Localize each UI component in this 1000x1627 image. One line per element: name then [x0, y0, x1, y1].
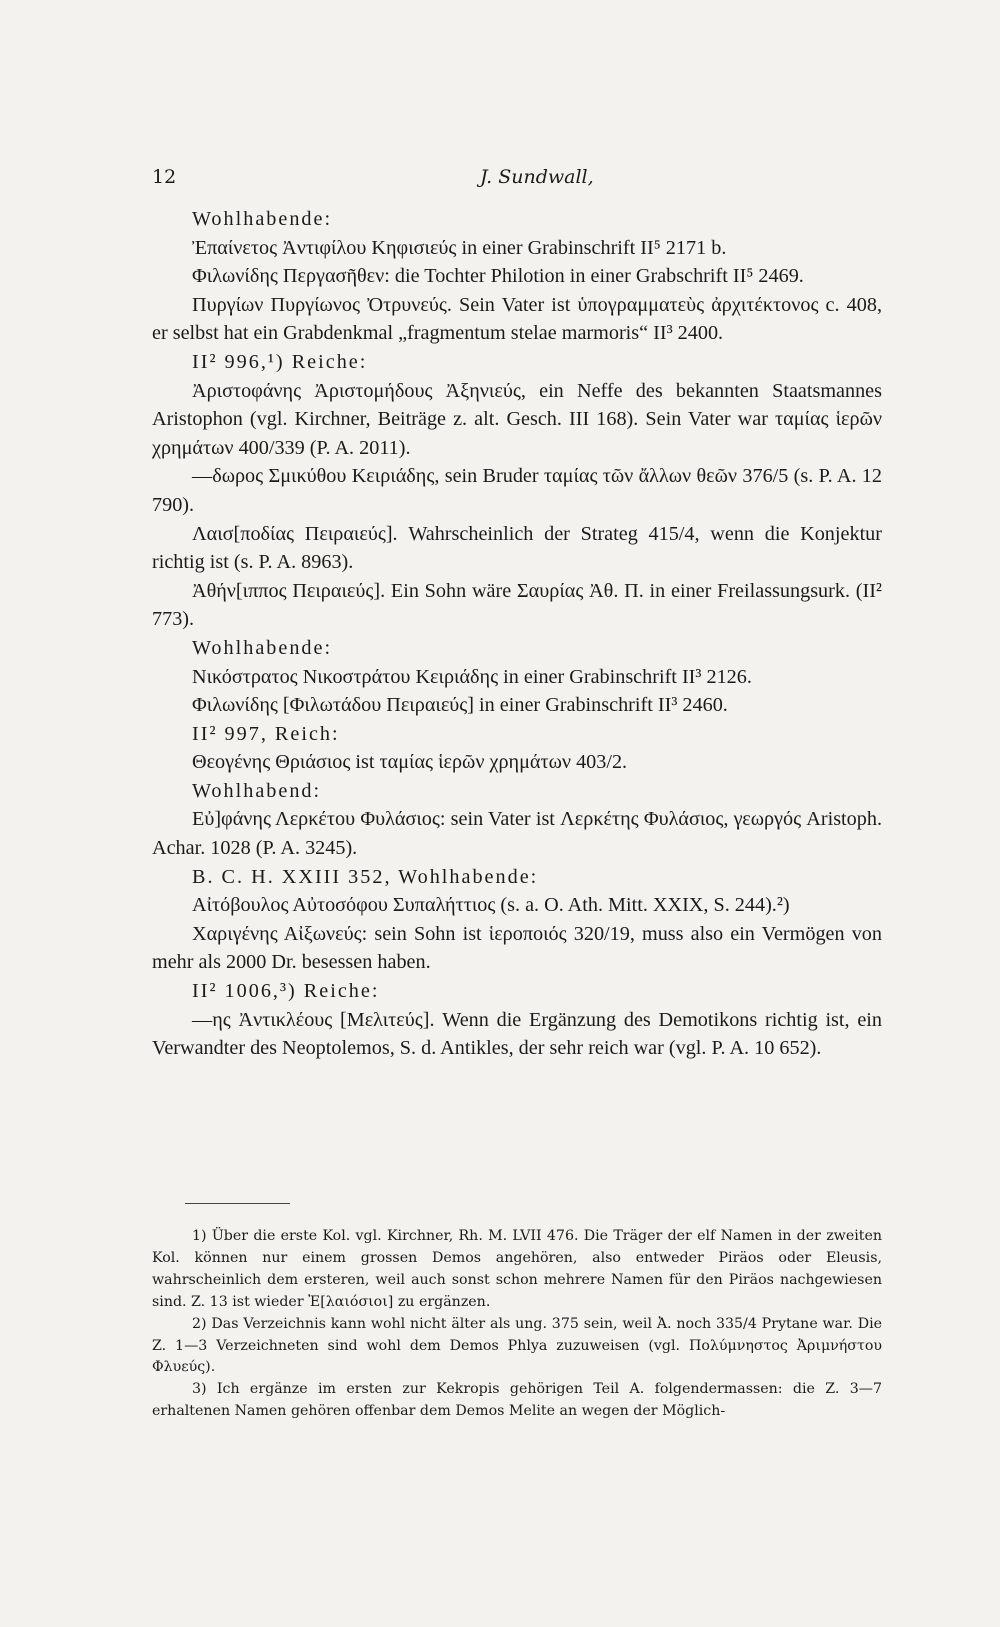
- text-paragraph: Ἀριστοφάνης Ἀριστομήδους Ἀξηνιεύς, ein Neffe des bekannten Staatsmannes Aristophon (vgl. Kirchner, Beiträge z. alt. Gesch. III 168). Sein Vater war ταμίας ἱερῶν χρημάτων 400/339 (P. A. 2011).: [152, 379, 882, 459]
- footnote: 2) Das Verzeichnis kann wohl nicht älter als ung. 375 sein, weil Ἀ. noch 335/4 Prytane war. Die Z. 1—3 Verzeichneten sind wohl dem Demos Phlya zuzuweisen (vgl. Πολύμνηστος Ἀριμνήστου Φλυεύς).: [152, 1315, 882, 1376]
- text-paragraph: Χαριγένης Αἰξωνεύς: sein Sohn ist ἱεροποιός 320/19, muss also ein Vermögen von mehr als 2000 Dr. besessen haben.: [152, 922, 882, 974]
- text-paragraph: Πυργίων Πυργίωνος Ὀτρυνεύς. Sein Vater ist ὑπογραμματεὺς ἀρχιτέκτονος c. 408, er selbst hat ein Grabdenkmal „fragmentum stelae marmoris“ II³ 2400.: [152, 293, 882, 345]
- text-paragraph: Νικόστρατος Νικοστράτου Κειριάδης in einer Grabinschrift II³ 2126.: [192, 665, 752, 688]
- text-paragraph: —δωρος Σμικύθου Κειριάδης, sein Bruder ταμίας τῶν ἄλλων θεῶν 376/5 (s. P. A. 12 790).: [152, 465, 882, 516]
- text-paragraph: —ης Ἀντικλέους [Μελιτεύς]. Wenn die Ergänzung des Demotikons richtig ist, ein Verwandter des Neoptolemos, S. d. Antikles, der sehr reich war (vgl. P. A. 10 652).: [152, 1008, 882, 1060]
- text-paragraph: Αἰτόβουλος Αὐτοσόφου Συπαλήττιος (s. a. O. Ath. Mitt. XXIX, S. 244).²): [192, 894, 790, 917]
- running-header: [152, 166, 892, 196]
- main-text: [152, 205, 882, 1063]
- section-heading: B. C. H. XXIII 352, Wohlhabende:: [192, 865, 539, 888]
- section-heading: Wohlhabende:: [192, 208, 333, 230]
- section-heading: II² 996,¹) Reiche:: [192, 350, 368, 373]
- text-paragraph: Ἐπαίνετος Ἀντιφίλου Κηφισιεύς in einer Grabinschrift II⁵ 2171 b.: [192, 236, 727, 259]
- section-heading: II² 997, Reich:: [192, 722, 340, 745]
- running-title: J. Sundwall,: [480, 166, 594, 188]
- text-paragraph: Φιλωνίδης [Φιλωτάδου Πειραιεύς] in einer Grabinschrift II³ 2460.: [192, 694, 728, 717]
- footnote-divider: [185, 1203, 290, 1204]
- section-heading: Wohlhabende:: [192, 636, 333, 659]
- footnote: 1) Über die erste Kol. vgl. Kirchner, Rh. M. LVII 476. Die Träger der elf Namen in der zweiten Kol. können nur einem grossen Demos angehören, also entweder Piräos oder Eleusis, wahrscheinlich dem ersteren, weil auch sonst schon mehrere Namen für den Piräos nachgewiesen sind. Z. 13 ist wieder Ἐ[λαιόσιοι] zu ergänzen.: [152, 1228, 882, 1310]
- footnotes: [152, 1226, 882, 1423]
- footnote: 3) Ich ergänze im ersten zur Kekropis gehörigen Teil A. folgendermassen: die Z. 3—7 erhaltenen Namen gehören offenbar dem Demos Melite an wegen der Möglich-: [152, 1381, 882, 1420]
- text-paragraph: Εὐ]φάνης Λερκέτου Φυλάσιος: sein Vater ist Λερκέτης Φυλάσιος, γεωργός Aristoph. Achar. 1028 (P. A. 3245).: [152, 808, 882, 860]
- section-heading: Wohlhabend:: [192, 779, 322, 802]
- text-paragraph: Φιλωνίδης Περγασῆθεν: die Tochter Philotion in einer Grabschrift II⁵ 2469.: [192, 265, 804, 288]
- text-paragraph: Θεογένης Θριάσιος ist ταμίας ἱερῶν χρημάτων 403/2.: [192, 751, 628, 774]
- text-paragraph: Ἀθήν[ιππος Πειραιεύς]. Ein Sohn wäre Σαυρίας Ἀθ. Π. in einer Freilassungsurk. (II² 773).: [152, 579, 882, 631]
- section-heading: II² 1006,³) Reiche:: [192, 980, 380, 1003]
- page-number: 12: [152, 166, 177, 188]
- text-paragraph: Λαισ[ποδίας Πειραιεύς]. Wahrscheinlich der Strateg 415/4, wenn die Konjektur richtig ist (s. P. A. 8963).: [152, 522, 882, 574]
